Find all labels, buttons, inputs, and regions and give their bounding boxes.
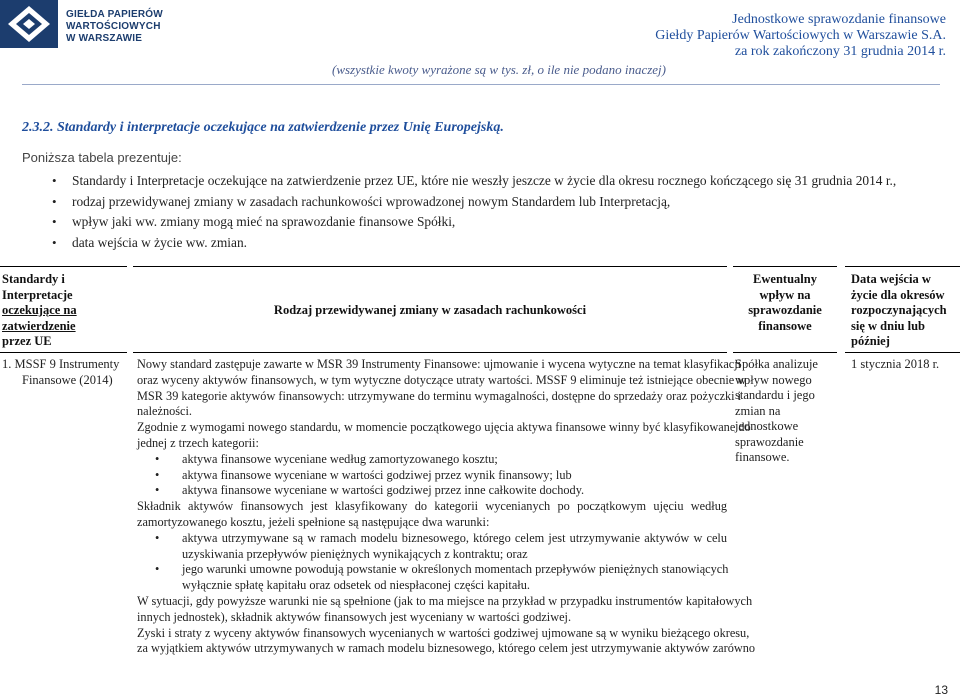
cell-line: Spółka analizuje — [735, 357, 818, 371]
body-line: Zgodnie z wymogami nowego standardu, w momencie początkowego ujęcia aktywa finansowe winny być klasyfikowane do — [137, 420, 751, 435]
header-line: sprawozdanie — [748, 303, 822, 317]
list-item-text: aktywa finansowe wyceniane według zamortyzowanego kosztu; — [182, 451, 498, 466]
table-top-rule — [845, 266, 960, 267]
header-line: finansowe — [758, 318, 812, 333]
column-header-standards — [2, 272, 77, 350]
report-title: Jednostkowe sprawozdanie finansowe — [732, 12, 946, 27]
bullet-dot: • — [155, 483, 160, 498]
report-company: Giełdy Papierów Wartościowych w Warszawie S.A. — [655, 28, 946, 43]
header-line: przez UE — [2, 334, 52, 348]
column-header-change — [133, 303, 727, 319]
header-bottom-rule — [133, 352, 727, 353]
column-header-impact — [735, 272, 835, 334]
row-standard-name — [2, 357, 119, 388]
body-line: oraz wyceny aktywów finansowych, w tym wytyczne dotyczące utraty wartości. MSSF 9 eliminuje też istniejące obecnie w — [137, 372, 747, 387]
header-divider — [22, 84, 940, 85]
header-line: Rodzaj przewidywanej zmiany w zasadach rachunkowości — [273, 303, 587, 317]
header-line: Ewentualny — [753, 272, 817, 286]
cell-line: jednostkowe — [735, 419, 799, 433]
header-line: wpływ na — [759, 287, 811, 302]
list-item — [137, 468, 727, 484]
section-title: 2.3.2. Standardy i interpretacje oczekujące na zatwierdzenie przez Unię Europejską. — [22, 120, 504, 135]
header-line: rozpoczynających — [851, 303, 947, 317]
logo-line: WARTOŚCIOWYCH — [66, 21, 161, 32]
cell-line: 1. MSSF 9 Instrumenty — [2, 357, 120, 371]
gpw-logo-icon — [0, 0, 58, 48]
list-item — [137, 562, 727, 578]
gpw-logo — [0, 0, 163, 48]
body-line: Zyski i straty z wyceny aktywów finansowych wycenianych w wartości godziwej ujmowane są w wyniku bieżącego okresu, — [137, 625, 750, 640]
list-item — [137, 452, 727, 468]
header-line: Interpretacje — [2, 287, 73, 302]
list-item-text: jego warunki umowne powodują powstanie w określonych momentach przepływów pieniężnych stanowiących — [182, 562, 729, 577]
table-top-rule — [0, 266, 127, 267]
body-line: Nowy standard zastępuje zawarte w MSR 39 Instrumenty Finansowe: ujmowanie i wycena wytyczne na temat klasyfikacji — [137, 357, 742, 371]
logo-line: W WARSZAWIE — [66, 33, 143, 44]
cell-line: zmian na — [735, 403, 781, 418]
table-top-rule — [133, 266, 727, 267]
list-item: • Standardy i Interpretacje oczekujące na zatwierdzenie przez UE, które nie weszły jeszcze w życie dla okresu rocznego kończącego się 31 grudnia 2014 r., — [52, 171, 932, 192]
list-item-text: aktywa finansowe wyceniane w wartości godziwej przez wynik finansowy; lub — [182, 467, 572, 482]
column-header-effective-date — [851, 272, 947, 350]
row-effective-date — [851, 357, 939, 373]
body-line: Składnik aktywów finansowych jest klasyfikowany do kategorii wycenianych po początkowym ujęciu według — [137, 499, 727, 514]
logo-text — [66, 9, 163, 45]
list-item-text: aktywa finansowe wyceniane w wartości godziwej przez inne całkowite dochody. — [182, 483, 585, 498]
header-line: się w dniu lub — [851, 318, 925, 333]
bullet-list — [52, 171, 932, 253]
list-item — [137, 483, 727, 499]
bullet-dot: • — [155, 451, 160, 466]
list-item-continuation: wyłącznie spłatę kapitału oraz odsetek od niespłaconej części kapitału. — [182, 578, 530, 593]
body-line: MSR 39 kategorie aktywów finansowych: utrzymywane do terminu wymagalności, dostępne do sprzedaży oraz pożyczki i — [137, 388, 742, 403]
cell-line: wpływ nowego — [735, 372, 812, 387]
cell-line: finansowe. — [735, 450, 790, 464]
body-line: należności. — [137, 404, 192, 419]
body-line: zamortyzowanego kosztu, jeżeli spełnione są następujące dwa warunki: — [137, 514, 490, 529]
bullet-dot: • — [155, 562, 160, 577]
list-item: • data wejścia w życie ww. zmian. — [52, 233, 932, 254]
cell-line: standardu i jego — [735, 388, 815, 402]
table-top-rule — [733, 266, 837, 267]
list-item-continuation: uzyskiwania przepływów pieniężnych wynikających z kontraktu; oraz — [182, 546, 528, 561]
header-line: później — [851, 334, 890, 348]
list-item: • wpływ jaki ww. zmiany mogą mieć na sprawozdanie finansowe Spółki, — [52, 212, 932, 233]
report-header — [655, 12, 946, 60]
report-period: za rok zakończony 31 grudnia 2014 r. — [734, 44, 946, 59]
page-number: 13 — [934, 683, 948, 697]
header-bottom-rule — [0, 352, 127, 353]
cell-line: 1 stycznia 2018 r. — [851, 357, 940, 371]
header-line: Data wejścia w — [851, 272, 931, 286]
intro-text: Poniższa tabela prezentuje: — [22, 150, 182, 165]
body-line: innych jednostek), składnik aktywów finansowych jest wyceniany w wartości godziwej. — [137, 609, 572, 624]
body-line: W sytuacji, gdy powyższe warunki nie są spełnione (jak to ma miejsce na przykład w przypadku instrumentów kapitałowych — [137, 593, 753, 608]
header-bottom-rule — [845, 352, 960, 353]
logo-line: GIEŁDA PAPIERÓW — [66, 9, 163, 20]
bullet-dot: • — [155, 467, 160, 482]
header-line: oczekujące na — [2, 303, 77, 317]
change-description — [137, 357, 756, 657]
cell-line: Finansowe (2014) — [22, 372, 113, 387]
header-line: zatwierdzenie — [2, 318, 76, 333]
body-line: jednej z trzech kategorii: — [137, 435, 259, 450]
bullet-dot: • — [155, 530, 160, 545]
row-impact — [735, 357, 818, 466]
cell-line: sprawozdanie — [735, 434, 804, 449]
list-item: • rodzaj przewidywanej zmiany w zasadach rachunkowości wprowadzonej nowym Standardem lub Interpretacją, — [52, 192, 932, 213]
amounts-note: (wszystkie kwoty wyrażone są w tys. zł, o ile nie podano inaczej) — [332, 62, 666, 77]
header-line: życie dla okresów — [851, 287, 945, 302]
body-line: za wyjątkiem aktywów utrzymywanych w ramach modelu biznesowego, którego celem jest utrzymywanie aktywów zarówno — [137, 641, 756, 656]
list-item — [137, 531, 727, 547]
list-item-text: aktywa utrzymywane są w ramach modelu biznesowego, którego celem jest utrzymywanie aktywów w celu — [182, 530, 727, 545]
header-bottom-rule — [733, 352, 837, 353]
header-line: Standardy i — [2, 272, 65, 286]
